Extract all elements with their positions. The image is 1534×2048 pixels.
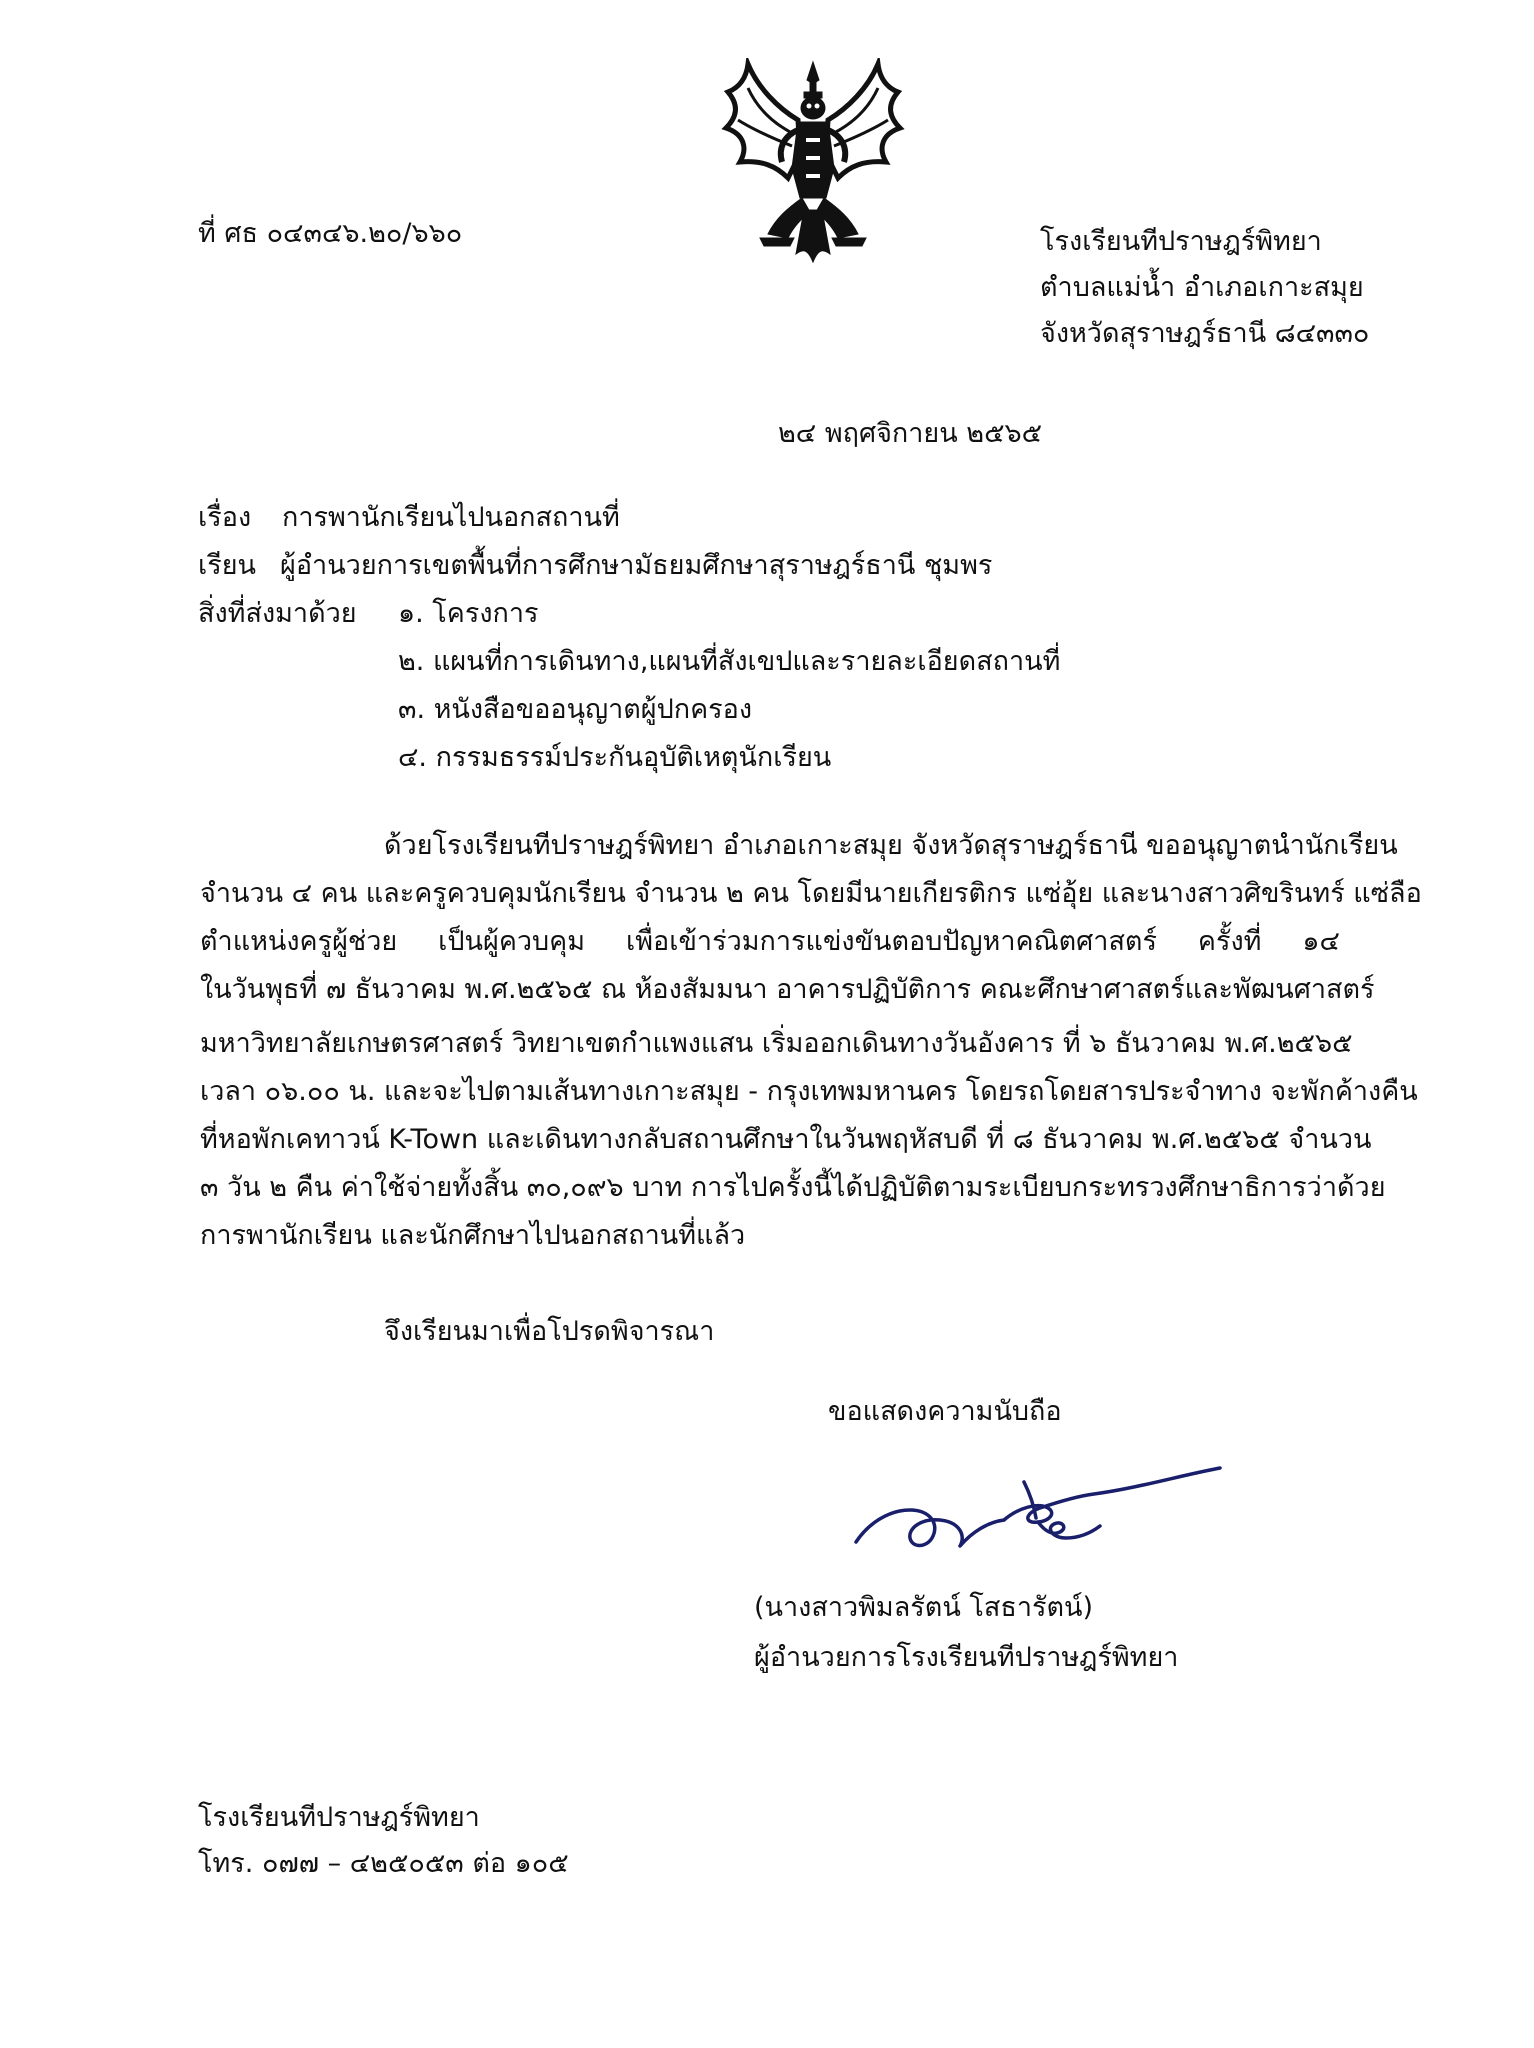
enclosure-item: ๑. โครงการ [398,598,539,629]
enclosure-item: ๒. แผนที่การเดินทาง,แผนที่สังเขปและรายละเอียดสถานที่ [398,646,1061,677]
subject-text: การพานักเรียนไปนอกสถานที่ [282,502,620,533]
garuda-emblem-icon [718,58,908,266]
closing-request: จึงเรียนมาเพื่อโปรดพิจารณา [384,1316,715,1347]
body-line: ตำแหน่งครูผู้ช่วย เป็นผู้ควบคุม เพื่อเข้าร่วมการแข่งขันตอบปัญหาคณิตศาสตร์ ครั้งที่ ๑๔ [200,926,1340,957]
recipient-line [198,548,992,584]
body-line: ที่หอพักเคทาวน์ K-Town และเดินทางกลับสถานศึกษาในวันพฤหัสบดี ที่ ๘ ธันวาคม พ.ศ.๒๕๖๕ จำนวน [200,1124,1372,1155]
subject-line [198,500,620,536]
recipient-text: ผู้อำนวยการเขตพื้นที่การศึกษามัธยมศึกษาสุราษฎร์ธานี ชุมพร [280,550,993,581]
enclosure-item: ๓. หนังสือขออนุญาตผู้ปกครอง [398,694,753,725]
body-line: ด้วยโรงเรียนทีปราษฎร์พิทยา อำเภอเกาะสมุย จังหวัดสุราษฎร์ธานี ขออนุญาตนำนักเรียน [384,830,1398,861]
body-line: การพานักเรียน และนักศึกษาไปนอกสถานที่แล้ว [200,1220,746,1251]
body-line: เวลา ๐๖.๐๐ น. และจะไปตามเส้นทางเกาะสมุย - กรุงเทพมหานคร โดยรถโดยสารประจำทาง จะพักค้างคืน [200,1076,1418,1107]
body-line: จำนวน ๔ คน และครูควบคุมนักเรียน จำนวน ๒ คน โดยมีนายเกียรติกร แซ่อุ้ย และนางสาวศิขรินทร์ แซ่ลือ [200,878,1422,909]
body-line: ในวันพุธที่ ๗ ธันวาคม พ.ศ.๒๕๖๕ ณ ห้องสัมมนา อาคารปฏิบัติการ คณะศึกษาศาสตร์และพัฒนศาสตร์ [200,974,1375,1005]
subject-label: เรื่อง [198,502,252,533]
signer-name: (นางสาวพิมลรัตน์ โสธารัตน์) [754,1592,1094,1623]
footer-school: โรงเรียนทีปราษฎร์พิทยา [198,1802,480,1833]
regards-text: ขอแสดงความนับถือ [828,1396,1062,1427]
enclosures-label: สิ่งที่ส่งมาด้วย [198,598,357,629]
footer-phone: โทร. ๐๗๗ – ๔๒๕๐๕๓ ต่อ ๑๐๕ [198,1848,569,1879]
reference-number: ที่ ศธ ๐๔๓๔๖.๒๐/๖๖๐ [198,218,463,249]
body-line: ๓ วัน ๒ คืน ค่าใช้จ่ายทั้งสิ้น ๓๐,๐๙๖ บาท การไปครั้งนี้ได้ปฏิบัติตามระเบียบกระทรวงศึกษาธิการว่าด้วย [200,1172,1386,1203]
address-line1: ตำบลแม่น้ำ อำเภอเกาะสมุย [1040,272,1364,303]
signer-title: ผู้อำนวยการโรงเรียนทีปราษฎร์พิทยา [754,1642,1179,1673]
body-line: มหาวิทยาลัยเกษตรศาสตร์ วิทยาเขตกำแพงแสน เริ่มออกเดินทางวันอังคาร ที่ ๖ ธันวาคม พ.ศ.๒๕๖๕ [200,1028,1353,1059]
school-name: โรงเรียนทีปราษฎร์พิทยา [1040,226,1322,257]
address-line2: จังหวัดสุราษฎร์ธานี ๘๔๓๓๐ [1040,318,1370,349]
signature-icon [848,1462,1228,1572]
recipient-label: เรียน [198,550,257,581]
enclosure-item: ๔. กรรมธรรม์ประกันอุบัติเหตุนักเรียน [398,742,832,773]
letter-date: ๒๔ พฤศจิกายน ๒๕๖๕ [778,418,1043,449]
